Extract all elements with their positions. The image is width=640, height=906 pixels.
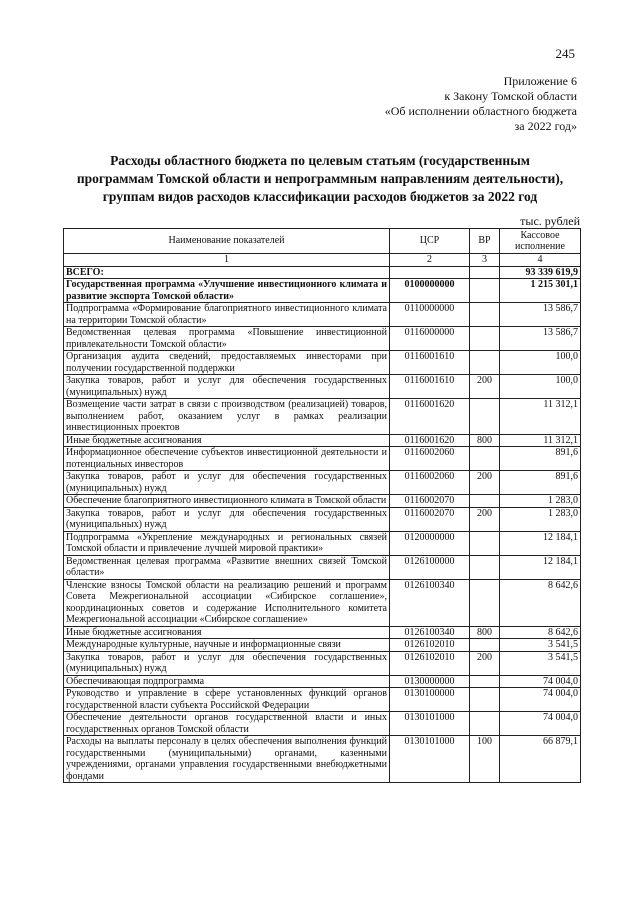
row-name: Иные бюджетные ассигнования [64, 626, 390, 639]
header-vr: ВР [470, 229, 500, 254]
title-line: программам Томской области и непрограммным направлениям деятельности), [76, 171, 564, 186]
row-vr [470, 447, 500, 471]
row-amount: 100,0 [500, 351, 581, 375]
row-csr: 0130100000 [390, 688, 470, 712]
row-csr: 0126102010 [390, 639, 470, 652]
table-row [64, 675, 581, 688]
table-row [64, 712, 581, 736]
row-vr: 800 [470, 434, 500, 447]
row-vr: 800 [470, 626, 500, 639]
row-amount: 8 642,6 [500, 579, 581, 626]
row-csr: 0110000000 [390, 303, 470, 327]
appendix-line: за 2022 год» [514, 119, 577, 133]
row-name: Закупка товаров, работ и услуг для обеспечения государственных (муниципальных) нужд [64, 375, 390, 399]
row-vr [470, 688, 500, 712]
column-number: 2 [390, 254, 470, 267]
row-name: Государственная программа «Улучшение инвестиционного климата и развитие экспорта Томской области» [64, 279, 390, 303]
row-csr: 0130000000 [390, 675, 470, 688]
row-csr [390, 266, 470, 279]
row-amount: 93 339 619,9 [500, 266, 581, 279]
row-name: Ведомственная целевая программа «Развитие внешних связей Томской области» [64, 555, 390, 579]
row-name: Иные бюджетные ассигнования [64, 434, 390, 447]
row-csr: 0116001610 [390, 375, 470, 399]
row-vr [470, 579, 500, 626]
appendix-line: Приложение 6 [503, 74, 577, 88]
table-row [64, 626, 581, 639]
row-amount: 891,6 [500, 471, 581, 495]
row-vr: 200 [470, 471, 500, 495]
row-vr [470, 712, 500, 736]
row-csr: 0126100000 [390, 555, 470, 579]
row-amount: 8 642,6 [500, 626, 581, 639]
row-name: Закупка товаров, работ и услуг для обеспечения государственных (муниципальных) нужд [64, 471, 390, 495]
row-amount: 74 004,0 [500, 688, 581, 712]
table-row [64, 531, 581, 555]
row-name: Возмещение части затрат в связи с производством (реализацией) товаров, выполнением работ, оказанием услуг в рамках реализации инвестиционных проектов [64, 399, 390, 435]
row-amount: 1 283,0 [500, 507, 581, 531]
row-amount: 12 184,1 [500, 531, 581, 555]
row-name: Закупка товаров, работ и услуг для обеспечения государственных (муниципальных) нужд [64, 507, 390, 531]
row-vr: 200 [470, 375, 500, 399]
row-vr: 200 [470, 651, 500, 675]
page-number: 245 [555, 46, 575, 61]
row-csr: 0100000000 [390, 279, 470, 303]
row-name: Организация аудита сведений, предоставляемых инвесторами при получении государственной поддержки [64, 351, 390, 375]
row-vr [470, 327, 500, 351]
row-csr: 0130101000 [390, 712, 470, 736]
row-amount: 11 312,1 [500, 434, 581, 447]
table-row [64, 495, 581, 508]
table-row [64, 399, 581, 435]
row-csr: 0116000000 [390, 327, 470, 351]
row-csr: 0120000000 [390, 531, 470, 555]
row-amount: 3 541,5 [500, 639, 581, 652]
table-row [64, 303, 581, 327]
row-vr: 200 [470, 507, 500, 531]
appendix-header [385, 74, 577, 134]
row-csr: 0126100340 [390, 579, 470, 626]
document-title [40, 152, 600, 206]
row-amount: 66 879,1 [500, 736, 581, 783]
row-csr: 0116001610 [390, 351, 470, 375]
row-vr [470, 266, 500, 279]
table-body [64, 266, 581, 783]
row-name: Расходы на выплаты персоналу в целях обеспечения выполнения функций государственными (муниципальными) органами, казенными учреждениями, органами управления государственными внебюджетными фондами [64, 736, 390, 783]
row-csr: 0116002070 [390, 495, 470, 508]
row-vr [470, 279, 500, 303]
row-vr [470, 555, 500, 579]
table-row [64, 447, 581, 471]
row-name: Международные культурные, научные и информационные связи [64, 639, 390, 652]
header-row [64, 229, 581, 254]
table-row [64, 639, 581, 652]
table-row [64, 266, 581, 279]
row-amount: 12 184,1 [500, 555, 581, 579]
row-amount: 74 004,0 [500, 675, 581, 688]
row-csr: 0116002060 [390, 447, 470, 471]
row-name: Закупка товаров, работ и услуг для обеспечения государственных (муниципальных) нужд [64, 651, 390, 675]
table-row [64, 688, 581, 712]
column-number: 4 [500, 254, 581, 267]
table-row [64, 327, 581, 351]
row-csr: 0116002070 [390, 507, 470, 531]
table-row [64, 555, 581, 579]
table-row [64, 651, 581, 675]
row-vr [470, 495, 500, 508]
row-amount: 1 283,0 [500, 495, 581, 508]
table-row [64, 279, 581, 303]
row-name: Руководство и управление в сфере установленных функций органов государственной власти субъекта Российской Федерации [64, 688, 390, 712]
header-amount: Кассовое исполнение [500, 229, 581, 254]
row-vr [470, 351, 500, 375]
table-row [64, 579, 581, 626]
budget-table [63, 228, 581, 783]
row-amount: 13 586,7 [500, 327, 581, 351]
row-name: Членские взносы Томской области на реализацию решений и программ Совета Межрегиональной ассоциации «Сибирское соглашение», координационных советов и содержание Исполнительного комитета Межрегиональной ассоциации «Сибирское соглашение» [64, 579, 390, 626]
row-name: ВСЕГО: [64, 266, 390, 279]
column-number: 1 [64, 254, 390, 267]
header-csr: ЦСР [390, 229, 470, 254]
table-row [64, 351, 581, 375]
table-row [64, 507, 581, 531]
row-csr: 0116001620 [390, 399, 470, 435]
row-csr: 0126102010 [390, 651, 470, 675]
units-label: тыс. рублей [520, 214, 580, 228]
row-vr [470, 399, 500, 435]
row-amount: 74 004,0 [500, 712, 581, 736]
row-amount: 3 541,5 [500, 651, 581, 675]
row-name: Ведомственная целевая программа «Повышение инвестиционной привлекательности Томской области» [64, 327, 390, 351]
row-amount: 13 586,7 [500, 303, 581, 327]
table-row [64, 375, 581, 399]
row-vr: 100 [470, 736, 500, 783]
table-row [64, 434, 581, 447]
column-number-row [64, 254, 581, 267]
header-name: Наименование показателей [64, 229, 390, 254]
row-name: Обеспечение деятельности органов государственной власти и иных государственных органов Томской области [64, 712, 390, 736]
row-csr: 0130101000 [390, 736, 470, 783]
column-number: 3 [470, 254, 500, 267]
row-name: Информационное обеспечение субъектов инвестиционной деятельности и потенциальных инвесторов [64, 447, 390, 471]
row-name: Подпрограмма «Укрепление международных и региональных связей Томской области и привлечение лучшей мировой практики» [64, 531, 390, 555]
row-csr: 0126100340 [390, 626, 470, 639]
row-vr [470, 639, 500, 652]
row-amount: 1 215 301,1 [500, 279, 581, 303]
row-amount: 891,6 [500, 447, 581, 471]
table-row [64, 471, 581, 495]
title-line: Расходы областного бюджета по целевым статьям (государственным [110, 153, 530, 168]
table-row [64, 736, 581, 783]
title-line: группам видов расходов классификации расходов бюджетов за 2022 год [102, 189, 538, 204]
appendix-line: к Закону Томской области [444, 89, 577, 103]
row-amount: 11 312,1 [500, 399, 581, 435]
row-amount: 100,0 [500, 375, 581, 399]
row-csr: 0116002060 [390, 471, 470, 495]
row-name: Обеспечивающая подпрограмма [64, 675, 390, 688]
row-name: Подпрограмма «Формирование благоприятного инвестиционного климата на территории Томской области» [64, 303, 390, 327]
row-vr [470, 531, 500, 555]
appendix-line: «Об исполнении областного бюджета [384, 104, 577, 118]
row-csr: 0116001620 [390, 434, 470, 447]
row-vr [470, 303, 500, 327]
row-name: Обеспечение благоприятного инвестиционного климата в Томской области [64, 495, 390, 508]
row-vr [470, 675, 500, 688]
